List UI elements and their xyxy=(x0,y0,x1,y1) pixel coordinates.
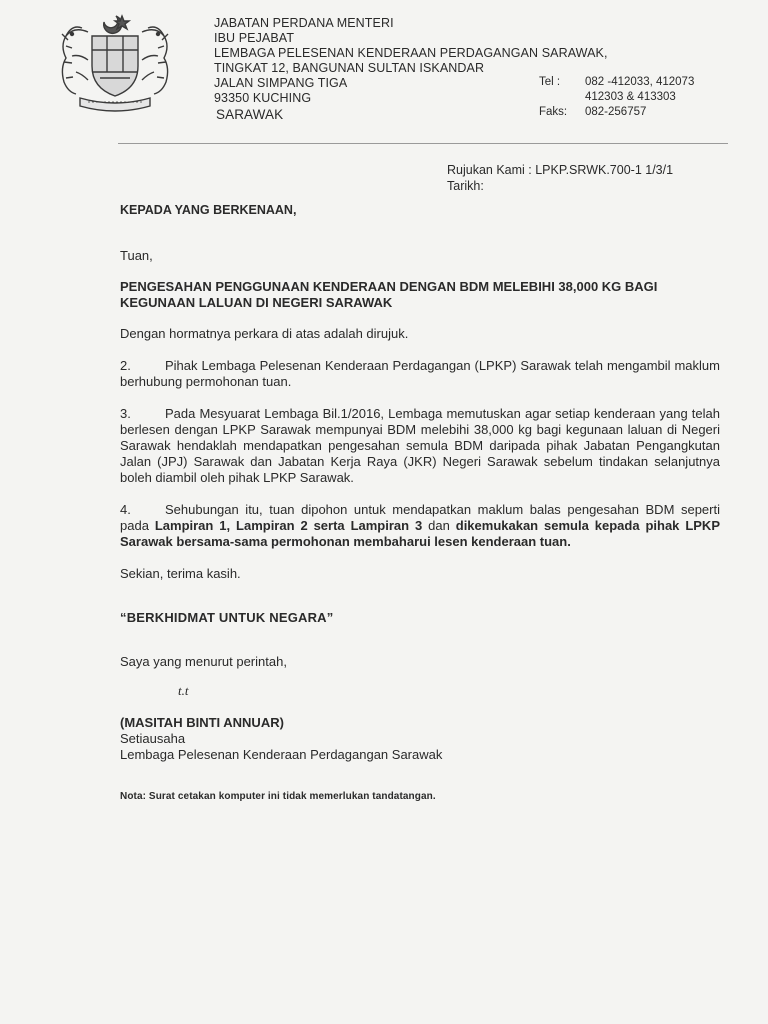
tel-value-2: 412303 & 413303 xyxy=(585,90,676,103)
signatory-organisation: Lembaga Pelesenan Kenderaan Perdagangan Sarawak xyxy=(120,747,443,762)
attachment-reference: Lampiran 1, Lampiran 2 serta Lampiran 3 xyxy=(154,518,423,533)
paragraph-text: Pada Mesyuarat Lembaga Bil.1/2016, Lembaga memutuskan agar setiap kenderaan yang telah berlesen dengan LPKP Sarawak mempunyai BDM melebihi 38,000 kg bagi kegunaan laluan di Negeri Sarawak hendaklah mendapatkan pengesahan semula BDM daripada pihak Jabatan Pengangkutan Jalan (JPJ) Sarawak dan Jabatan Kerja Raya (JKR) Negeri Sarawak sebelum tindakan selanjutnya boleh diambil oleh pihak LPKP Sarawak. xyxy=(120,406,720,485)
paragraph-number: 4. xyxy=(120,502,131,517)
salutation: KEPADA YANG BERKENAAN, xyxy=(120,203,297,217)
paragraph-number: 3. xyxy=(120,406,131,421)
greeting: Tuan, xyxy=(120,248,153,263)
paragraph-3 xyxy=(120,406,720,486)
paragraph-text: dan xyxy=(422,518,456,533)
instruction-text: dikemukakan semula kepada pihak LPKP Sarawak bersama-sama permohonan membaharui lesen kenderaan tuan. xyxy=(120,518,720,549)
fax-label: Faks: xyxy=(539,106,568,118)
paragraph-1: Dengan hormatnya perkara di atas adalah dirujuk. xyxy=(120,326,409,341)
footnote: Nota: Surat cetakan komputer ini tidak memerlukan tandatangan. xyxy=(120,791,436,802)
fax-value: 082-256757 xyxy=(585,106,647,118)
address-line: TINGKAT 12, BANGUNAN SULTAN ISKANDAR xyxy=(214,61,485,75)
letter-body xyxy=(120,202,720,805)
letterhead-contact xyxy=(539,75,694,120)
paragraph-number: 2. xyxy=(120,358,131,373)
reference-date: Tarikh: xyxy=(447,179,484,193)
reference-number: Rujukan Kami : LPKP.SRWK.700-1 1/3/1 xyxy=(447,163,674,177)
signed-mark: t.t xyxy=(178,683,189,698)
tel-value: 082 -412033, 412073 xyxy=(585,76,695,88)
paragraph-4 xyxy=(120,502,720,550)
paragraph-2 xyxy=(120,358,720,390)
tel-label: Tel : xyxy=(539,76,561,88)
address-line: SARAWAK xyxy=(216,107,284,122)
signatory-name: (MASITAH BINTI ANNUAR) xyxy=(120,715,284,730)
signatory-position: Setiausaha xyxy=(120,731,186,746)
closing-line: Sekian, terima kasih. xyxy=(120,566,241,581)
subject-heading: PENGESAHAN PENGGUNAAN KENDERAAN DENGAN BDM MELEBIHI 38,000 KG BAGI KEGUNAAN LALUAN DI NEGERI SARAWAK xyxy=(120,279,658,310)
paragraph-text: Sehubungan itu, tuan dipohon untuk mendapatkan maklum balas pengesahan BDM seperti pada xyxy=(120,502,720,533)
address-line: JABATAN PERDANA MENTERI xyxy=(214,16,394,30)
motto: “BERKHIDMAT UNTUK NEGARA” xyxy=(120,610,334,625)
address-line: JALAN SIMPANG TIGA xyxy=(214,76,348,90)
header-divider xyxy=(118,143,728,144)
address-line: LEMBAGA PELESENAN KENDERAAN PERDAGANGAN SARAWAK, xyxy=(214,46,608,60)
paragraph-text: Pihak Lembaga Pelesenan Kenderaan Perdagangan (LPKP) Sarawak telah mengambil maklum berhubung permohonan tuan. xyxy=(120,358,720,389)
address-line: IBU PEJABAT xyxy=(214,31,295,45)
reference-block xyxy=(447,162,673,194)
malaysia-coat-of-arms-icon xyxy=(52,12,178,112)
address-line: 93350 KUCHING xyxy=(214,91,312,105)
sign-off: Saya yang menurut perintah, xyxy=(120,654,287,669)
